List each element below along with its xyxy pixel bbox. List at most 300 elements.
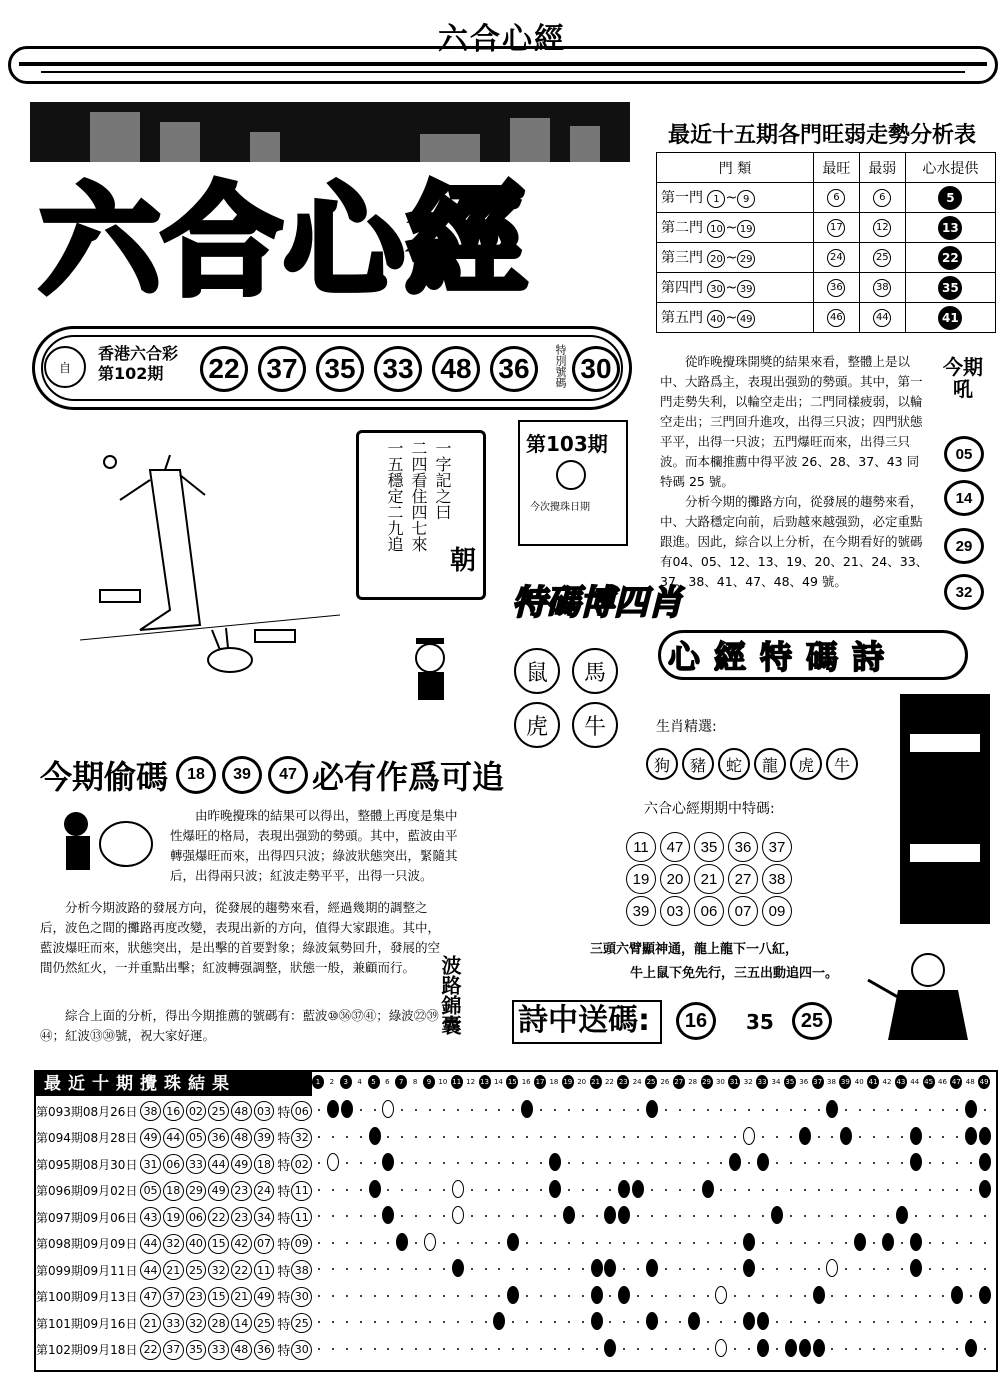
grid-dot <box>526 1321 528 1323</box>
grid-dot <box>984 1242 986 1244</box>
grid-dot <box>415 1242 417 1244</box>
grid-dot <box>582 1295 584 1297</box>
grid-header-number: 21 <box>590 1075 602 1089</box>
grid-dot <box>776 1189 778 1191</box>
history-number: 48 <box>231 1101 252 1121</box>
grid-dot <box>859 1295 861 1297</box>
history-number: 44 <box>163 1128 184 1148</box>
grid-dot <box>332 1348 334 1350</box>
history-number: 44 <box>140 1234 161 1254</box>
grid-dot <box>734 1242 736 1244</box>
min-ball: 25 <box>873 249 891 267</box>
grid-dot <box>929 1321 931 1323</box>
grid-dot <box>609 1162 611 1164</box>
grid-dot <box>776 1109 778 1111</box>
grid-dot <box>665 1321 667 1323</box>
grid-dot <box>679 1215 681 1217</box>
scroll-lines <box>364 440 454 570</box>
grid-dot <box>873 1348 875 1350</box>
grid-dot <box>929 1162 931 1164</box>
grid-dot <box>762 1189 764 1191</box>
table-row: 第二門 10 ~ 19 17 12 13 <box>657 213 996 243</box>
grid-hit-mark <box>813 1286 825 1304</box>
grid-dot <box>387 1242 389 1244</box>
history-number: 25 <box>254 1313 275 1333</box>
history-number: 34 <box>254 1207 275 1227</box>
grid-hit-mark <box>715 1286 727 1304</box>
grid-dot <box>485 1215 487 1217</box>
grid-dot <box>734 1268 736 1270</box>
grid-hit-mark <box>854 1233 866 1251</box>
hit-ball: 27 <box>728 864 758 894</box>
hit-ball: 21 <box>694 864 724 894</box>
history-number: 49 <box>140 1128 161 1148</box>
grid-dot <box>415 1162 417 1164</box>
grid-dot <box>526 1268 528 1270</box>
grid-dot <box>970 1295 972 1297</box>
history-title: 最近十期攪珠結果 <box>36 1072 312 1096</box>
scroll-answer: 朝 <box>450 546 477 576</box>
grid-dot <box>554 1109 556 1111</box>
grid-dot <box>776 1348 778 1350</box>
grid-dot <box>693 1348 695 1350</box>
grid-dot <box>887 1215 889 1217</box>
grid-dot <box>498 1162 500 1164</box>
grid-dot <box>596 1136 598 1138</box>
grid-dot <box>776 1295 778 1297</box>
history-number: 21 <box>140 1313 161 1333</box>
grid-header-number: 29 <box>701 1075 713 1089</box>
grid-header-number: 48 <box>965 1078 975 1086</box>
zodiac-pick: 虎 <box>790 748 822 780</box>
header-min: 最弱 <box>859 153 905 183</box>
grid-dot <box>956 1321 958 1323</box>
history-number: 37 <box>163 1340 184 1360</box>
grid-dot <box>776 1136 778 1138</box>
grid-dot <box>942 1109 944 1111</box>
grid-dot <box>568 1109 570 1111</box>
grid-hit-mark <box>743 1259 755 1277</box>
grid-hit-mark <box>604 1339 616 1357</box>
grid-dot <box>776 1162 778 1164</box>
grid-dot <box>498 1215 500 1217</box>
gate-name: 第五門 <box>661 309 703 326</box>
scholar-icon <box>400 630 460 710</box>
grid-header-number: 17 <box>534 1075 546 1089</box>
grid-header-number: 37 <box>812 1075 824 1089</box>
grid-dot <box>887 1136 889 1138</box>
grid-dot <box>679 1162 681 1164</box>
grid-hit-mark <box>757 1153 769 1171</box>
issue-label: 第103期 <box>526 432 608 456</box>
grid-dot <box>651 1162 653 1164</box>
grid-hit-mark <box>327 1153 339 1171</box>
grid-header-number: 14 <box>493 1078 503 1086</box>
grid-hit-mark <box>382 1100 394 1118</box>
grid-dot <box>471 1136 473 1138</box>
grid-dot <box>859 1215 861 1217</box>
grid-dot <box>790 1162 792 1164</box>
grid-dot <box>651 1295 653 1297</box>
grid-dot <box>804 1162 806 1164</box>
grid-dot <box>679 1189 681 1191</box>
grid-dot <box>707 1162 709 1164</box>
grid-dot <box>665 1189 667 1191</box>
song-ball: 16 <box>676 1002 716 1040</box>
grid-dot <box>568 1189 570 1191</box>
grid-dot <box>429 1189 431 1191</box>
grid-dot <box>512 1189 514 1191</box>
history-number: 22 <box>231 1260 252 1280</box>
history-row-label: 第094期08月28日 <box>36 1131 138 1145</box>
grid-dot <box>360 1321 362 1323</box>
history-number: 44 <box>140 1260 161 1280</box>
grid-dot <box>970 1268 972 1270</box>
grid-dot <box>443 1348 445 1350</box>
result-ball: 48 <box>432 346 480 392</box>
gate-name: 第二門 <box>661 219 703 236</box>
steal-analysis-1 <box>40 806 460 886</box>
grid-dot <box>360 1189 362 1191</box>
grid-dot <box>707 1242 709 1244</box>
history-number: 24 <box>254 1181 275 1201</box>
grid-dot <box>956 1215 958 1217</box>
grid-dot <box>804 1321 806 1323</box>
grid-dot <box>901 1189 903 1191</box>
history-number: 37 <box>163 1287 184 1307</box>
poem-line: 牛上鼠下免先行，三五出動追四一。 <box>630 966 839 981</box>
grid-dot <box>457 1242 459 1244</box>
grid-dot <box>623 1321 625 1323</box>
history-row-label: 第099期09月11日 <box>36 1263 138 1278</box>
grid-dot <box>679 1136 681 1138</box>
grid-header-number: 47 <box>950 1075 962 1089</box>
history-number: 32 <box>163 1234 184 1254</box>
scroll-line: 二四看住四七來 <box>409 440 428 552</box>
grid-dot <box>471 1162 473 1164</box>
zodiac-pick: 龍 <box>754 748 786 780</box>
result-region: 香港六合彩 <box>98 344 179 363</box>
pick-ball: 35 <box>938 276 962 300</box>
song-label: 詩中送碼: <box>512 1000 662 1044</box>
history-number: 33 <box>208 1340 229 1360</box>
grid-hit-mark <box>493 1312 505 1330</box>
grid-dot <box>720 1321 722 1323</box>
grid-dot <box>665 1215 667 1217</box>
grid-header-number: 7 <box>395 1075 407 1089</box>
grid-dot <box>346 1189 348 1191</box>
range-to: 39 <box>737 280 755 298</box>
history-number: 49 <box>254 1287 275 1307</box>
special-char: 特 <box>277 1105 291 1121</box>
grid-dot <box>956 1348 958 1350</box>
grid-dot <box>318 1215 320 1217</box>
grid-dot <box>540 1321 542 1323</box>
history-number: 23 <box>231 1181 252 1201</box>
grid-dot <box>540 1348 542 1350</box>
grid-dot <box>623 1348 625 1350</box>
range-to: 9 <box>737 190 755 208</box>
grid-hit-mark <box>785 1339 797 1357</box>
header-max: 最旺 <box>813 153 859 183</box>
tree-rabbit-illustration <box>80 440 360 690</box>
grid-dot <box>609 1242 611 1244</box>
grid-dot <box>485 1242 487 1244</box>
grid-dot <box>707 1268 709 1270</box>
grid-dot <box>887 1162 889 1164</box>
grid-dot <box>665 1136 667 1138</box>
steal-paragraph-1: 由昨晚攪珠的結果可以得出，整體上再度是集中性爆旺的格局，表現出强勁的勢頭。其中，藍波由平轉强爆旺而來，出得四只波；綠波狀態突出，緊隨其后，出得兩只波；紅波走勢平平，出得一只波。 <box>170 808 458 883</box>
history-row-label: 第100期09月13日 <box>36 1290 138 1304</box>
zodiac-ball: 牛 <box>572 702 618 748</box>
grid-dot <box>387 1189 389 1191</box>
hit-ball: 03 <box>660 896 690 926</box>
cartoon-figure <box>858 940 978 1050</box>
grid-hit-mark <box>618 1286 630 1304</box>
range-from: 40 <box>707 310 725 328</box>
grid-dot <box>582 1242 584 1244</box>
history-number: 48 <box>231 1128 252 1148</box>
grid-dot <box>540 1295 542 1297</box>
grid-dot <box>540 1162 542 1164</box>
grid-dot <box>748 1162 750 1164</box>
banner-title: 六合心經 <box>438 22 566 57</box>
grid-dot <box>748 1348 750 1350</box>
grid-dot <box>970 1242 972 1244</box>
grid-dot <box>623 1136 625 1138</box>
min-ball: 38 <box>873 279 891 297</box>
grid-header-number: 24 <box>632 1078 642 1086</box>
hit-ball: 47 <box>660 832 690 862</box>
history-number: 05 <box>186 1128 207 1148</box>
grid-dot <box>374 1295 376 1297</box>
history-row-label: 第102期09月18日 <box>36 1343 138 1357</box>
grid-dot <box>415 1295 417 1297</box>
history-number: 11 <box>254 1260 275 1280</box>
grid-dot <box>776 1242 778 1244</box>
grid-dot <box>804 1295 806 1297</box>
grid-hit-mark <box>591 1286 603 1304</box>
grid-dot <box>360 1348 362 1350</box>
history-number: 06 <box>186 1207 207 1227</box>
grid-dot <box>845 1162 847 1164</box>
grid-dot <box>582 1268 584 1270</box>
history-special: 11 <box>291 1181 312 1201</box>
grid-dot <box>762 1215 764 1217</box>
scroll-line: 一字記之曰 <box>433 440 452 520</box>
zodiac-ball: 鼠 <box>514 648 560 694</box>
grid-dot <box>859 1321 861 1323</box>
grid-dot <box>873 1215 875 1217</box>
grid-hit-mark <box>507 1286 519 1304</box>
grid-header-number: 18 <box>549 1078 559 1086</box>
grid-hit-mark <box>965 1127 977 1145</box>
grid-hit-mark <box>979 1180 991 1198</box>
grid-dot <box>471 1321 473 1323</box>
grid-dot <box>429 1268 431 1270</box>
history-row-label: 第098期09月09日 <box>36 1237 138 1251</box>
grid-dot <box>596 1215 598 1217</box>
grid-dot <box>623 1242 625 1244</box>
grid-dot <box>984 1268 986 1270</box>
grid-dot <box>457 1109 459 1111</box>
grid-dot <box>554 1321 556 1323</box>
bolu-label: 波路錦囊 <box>438 955 462 1035</box>
grid-dot <box>762 1295 764 1297</box>
grid-dot <box>360 1162 362 1164</box>
issue-sub: 今次攪珠日期 <box>530 502 590 513</box>
history-row <box>36 1233 314 1255</box>
grid-dot <box>929 1348 931 1350</box>
grid-header-number: 31 <box>728 1075 740 1089</box>
grid-hit-mark <box>799 1339 811 1357</box>
history-special: 02 <box>291 1154 312 1174</box>
history-row <box>36 1127 314 1149</box>
grid-dot <box>651 1242 653 1244</box>
grid-header-number: 36 <box>799 1078 809 1086</box>
grid-dot <box>540 1268 542 1270</box>
grid-dot <box>665 1268 667 1270</box>
grid-dot <box>707 1295 709 1297</box>
grid-dot <box>471 1348 473 1350</box>
grid-dot <box>374 1215 376 1217</box>
grid-header-number: 10 <box>438 1078 448 1086</box>
zodiac-pick: 狗 <box>646 748 678 780</box>
grid-dot <box>346 1268 348 1270</box>
grid-dot <box>609 1189 611 1191</box>
grid-dot <box>762 1242 764 1244</box>
grid-hit-mark <box>618 1180 630 1198</box>
grid-hit-mark <box>896 1206 908 1224</box>
history-number: 49 <box>208 1181 229 1201</box>
grid-dot <box>374 1109 376 1111</box>
grid-hit-mark <box>910 1153 922 1171</box>
grid-dot <box>512 1109 514 1111</box>
grid-dot <box>471 1295 473 1297</box>
zodiac-pick-label: 生肖精選: <box>656 719 717 735</box>
grid-dot <box>693 1215 695 1217</box>
grid-dot <box>332 1136 334 1138</box>
history-special: 25 <box>291 1313 312 1333</box>
grid-header-number: 27 <box>673 1075 685 1089</box>
logo-text: 六合心經 <box>40 173 528 312</box>
grid-header-number: 5 <box>368 1075 380 1089</box>
grid-dot <box>859 1348 861 1350</box>
poem-title: 心經特碼詩 <box>668 638 899 676</box>
grid-hit-mark <box>979 1153 991 1171</box>
song-number: 35 <box>746 1010 774 1034</box>
grid-dot <box>887 1348 889 1350</box>
grid-dot <box>845 1109 847 1111</box>
grid-dot <box>415 1268 417 1270</box>
grid-dot <box>498 1242 500 1244</box>
grid-dot <box>360 1242 362 1244</box>
max-ball: 46 <box>827 309 845 327</box>
jinqi-ball: 14 <box>944 480 984 516</box>
grid-dot <box>665 1162 667 1164</box>
history-number: 36 <box>208 1128 229 1148</box>
special-ball: 30 <box>572 346 620 392</box>
max-ball: 17 <box>827 219 845 237</box>
grid-dot <box>401 1109 403 1111</box>
grid-dot <box>637 1109 639 1111</box>
range-to: 19 <box>737 220 755 238</box>
history-number: 21 <box>231 1287 252 1307</box>
gate-name: 第三門 <box>661 249 703 266</box>
grid-hit-mark <box>965 1339 977 1357</box>
grid-dot <box>387 1348 389 1350</box>
grid-hit-mark <box>563 1206 575 1224</box>
grid-hit-mark <box>591 1312 603 1330</box>
hit-ball: 19 <box>626 864 656 894</box>
history-row-label: 第097期09月06日 <box>36 1210 138 1225</box>
gate-name: 第一門 <box>661 189 703 206</box>
grid-dot <box>471 1189 473 1191</box>
grid-dot <box>526 1136 528 1138</box>
grid-dot <box>929 1189 931 1191</box>
grid-dot <box>471 1268 473 1270</box>
grid-hit-mark <box>757 1339 769 1357</box>
grid-header-number: 46 <box>938 1078 947 1086</box>
grid-dot <box>457 1348 459 1350</box>
grid-dot <box>776 1268 778 1270</box>
grid-dot <box>512 1348 514 1350</box>
grid-dot <box>443 1268 445 1270</box>
grid-dot <box>665 1348 667 1350</box>
max-ball: 24 <box>827 249 845 267</box>
grid-dot <box>637 1215 639 1217</box>
range-from: 1 <box>707 190 725 208</box>
grid-dot <box>804 1242 806 1244</box>
zodiac-pick: 豬 <box>682 748 714 780</box>
history-special: 06 <box>291 1101 312 1121</box>
grid-dot <box>818 1242 820 1244</box>
grid-dot <box>318 1321 320 1323</box>
grid-dot <box>901 1136 903 1138</box>
grid-dot <box>415 1348 417 1350</box>
grid-dot <box>568 1242 570 1244</box>
grid-dot <box>887 1268 889 1270</box>
history-number: 07 <box>254 1234 275 1254</box>
grid-dot <box>707 1215 709 1217</box>
grid-dot <box>623 1268 625 1270</box>
history-number: 44 <box>208 1154 229 1174</box>
history-number: 29 <box>186 1181 207 1201</box>
range-from: 30 <box>707 280 725 298</box>
grid-dot <box>887 1109 889 1111</box>
grid-dot <box>374 1268 376 1270</box>
jinqi-ball: 32 <box>944 574 984 610</box>
grid-dot <box>790 1109 792 1111</box>
grid-dot <box>637 1295 639 1297</box>
grid-dot <box>332 1242 334 1244</box>
grid-hit-mark <box>424 1233 436 1251</box>
grid-dot <box>734 1189 736 1191</box>
grid-header-number: 1 <box>312 1075 324 1089</box>
grid-dot <box>901 1348 903 1350</box>
max-ball: 6 <box>827 189 845 207</box>
grid-dot <box>873 1136 875 1138</box>
grid-dot <box>401 1268 403 1270</box>
zodiac-ball: 虎 <box>514 702 560 748</box>
grid-dot <box>318 1268 320 1270</box>
grid-dot <box>818 1162 820 1164</box>
grid-dot <box>818 1268 820 1270</box>
special-char: 特 <box>277 1158 291 1174</box>
grid-dot <box>609 1321 611 1323</box>
grid-dot <box>831 1162 833 1164</box>
grid-dot <box>707 1136 709 1138</box>
